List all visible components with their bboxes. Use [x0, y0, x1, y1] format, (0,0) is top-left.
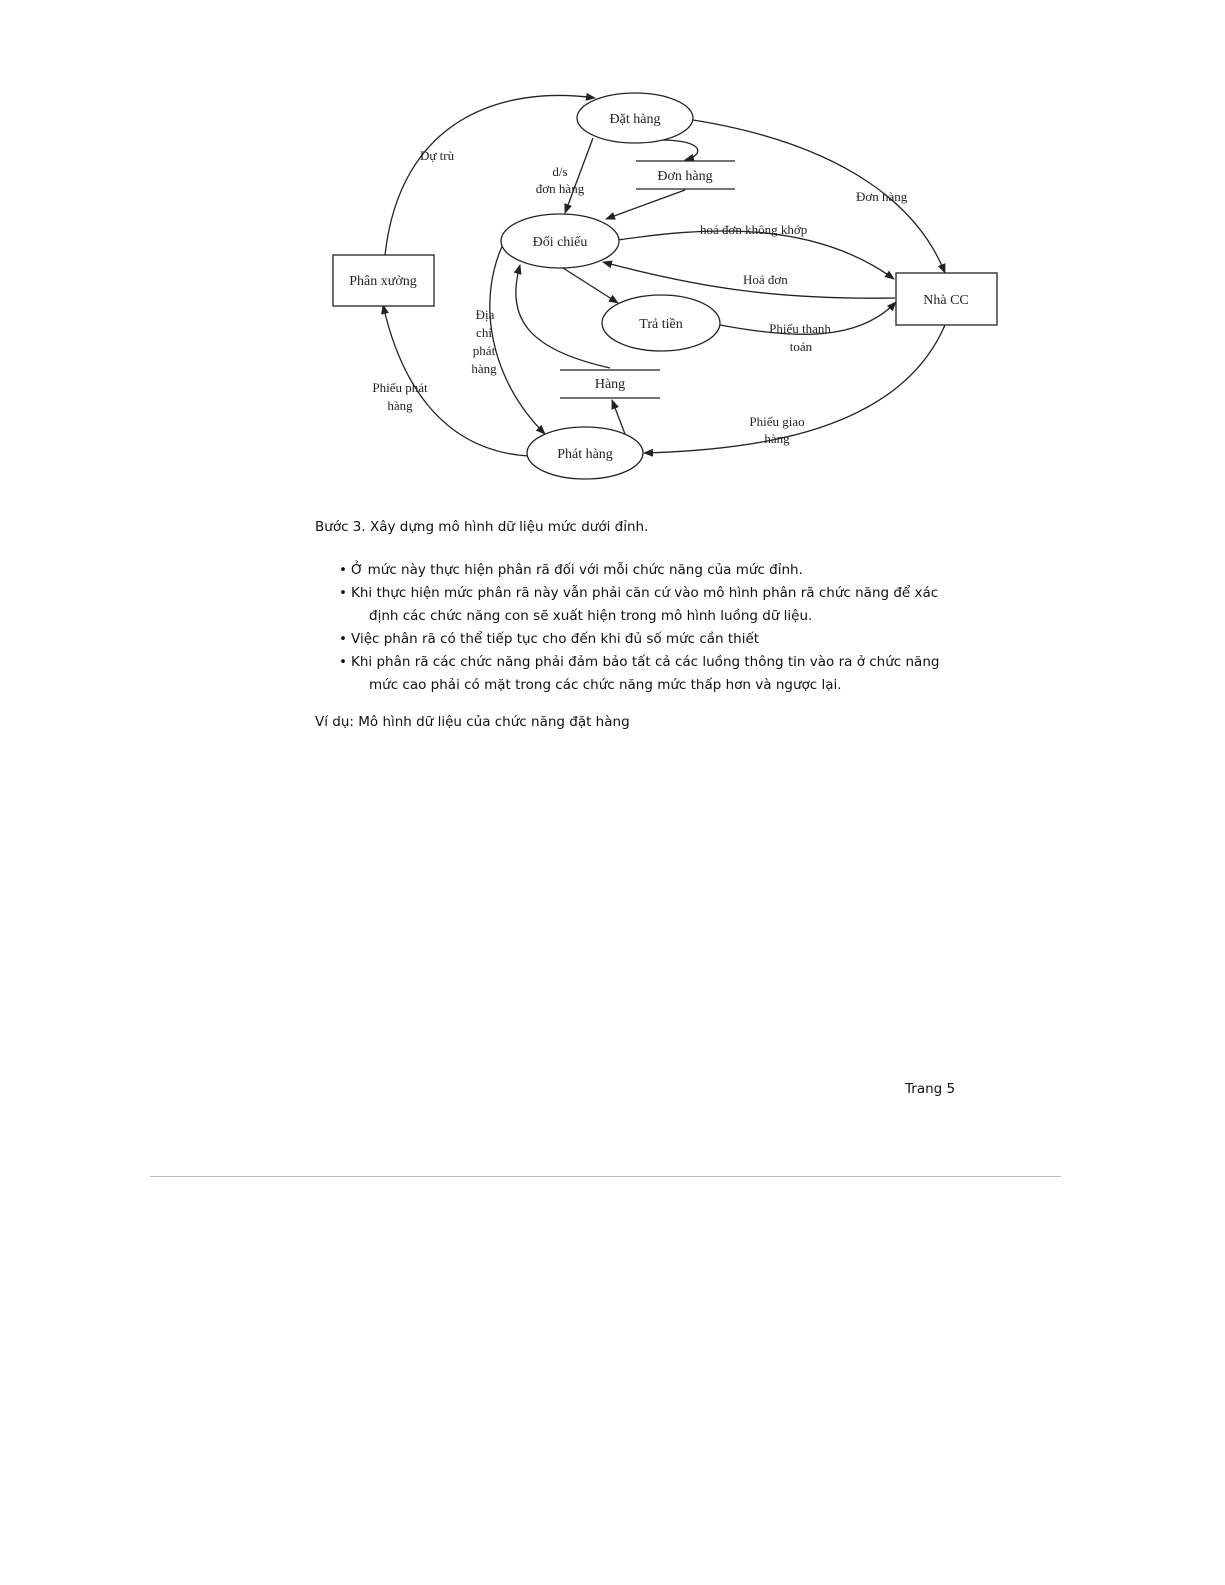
list-item	[339, 559, 955, 582]
label-phieu-thanh-1: Phiếu thanh	[769, 321, 831, 336]
label-doi-chieu: Đối chiếu	[532, 235, 588, 250]
flow-store-to-doi-chieu	[606, 190, 685, 219]
flow-phat-hang-to-hang	[612, 400, 625, 434]
label-dia: Địa	[475, 307, 495, 322]
example-caption: Ví dụ: Mô hình dữ liệu của chức năng đặt hàng	[315, 714, 630, 730]
list-item-text-cont: mức cao phải có mặt trong các chức năng mức thấp hơn và ngược lại.	[369, 677, 842, 693]
data-flow-diagram	[0, 0, 1225, 510]
page-number: Trang 5	[905, 1081, 956, 1097]
list-item-text: Khi phân rã các chức năng phải đảm bảo tất cả các luồng thông tin vào ra ở chức năng	[351, 654, 940, 670]
list-item	[339, 582, 955, 628]
label-hoa-don-khong-khop: hoá đơn không khớp	[700, 222, 808, 237]
label-phat: phát	[472, 343, 496, 358]
label-hang: hàng	[471, 361, 497, 376]
label-tra-tien: Trả tiền	[639, 317, 683, 332]
flow-doi-chieu-to-tra-tien	[563, 268, 618, 303]
flow-hang-to-doi-chieu	[516, 265, 610, 368]
label-nha-cc: Nhà CC	[923, 293, 969, 308]
label-ds-2: đơn hàng	[535, 181, 585, 196]
label-store-hang: Hàng	[594, 377, 626, 392]
label-phieu-giao-1: Phiếu giao	[749, 414, 805, 429]
list-item-text: Việc phân rã có thể tiếp tục cho đến khi đủ số mức cần thiết	[351, 631, 760, 647]
flow-dat-hang-to-store	[660, 140, 698, 160]
list-item-text: Khi thực hiện mức phân rã này vẫn phải căn cứ vào mô hình phân rã chức năng để xác	[351, 585, 939, 601]
label-chi: chỉ	[476, 325, 492, 340]
list-item	[339, 651, 955, 697]
label-dat-hang: Đặt hàng	[609, 112, 661, 127]
label-hoa-don: Hoá đơn	[743, 272, 788, 287]
list-item	[339, 628, 955, 651]
bullet-icon: •	[339, 562, 347, 578]
body-text	[315, 516, 955, 734]
label-phieu-phat-1: Phiếu phát	[372, 380, 428, 395]
label-ds-1: d/s	[552, 164, 568, 179]
list-item-text: Ở mức này thực hiện phân rã đối với mỗi chức năng của mức đỉnh.	[351, 562, 803, 578]
label-store-don-hang: Đơn hàng	[657, 169, 713, 184]
flow-ds-don-hang	[565, 138, 593, 213]
step-3-heading: Bước 3. Xây dựng mô hình dữ liệu mức dưới đỉnh.	[315, 519, 649, 535]
label-phieu-giao-2: hàng	[764, 431, 790, 446]
label-phieu-phat-2: hàng	[387, 398, 413, 413]
page-divider	[150, 1176, 1061, 1177]
label-phieu-thanh-2: toán	[789, 339, 813, 354]
bullet-icon: •	[339, 631, 347, 647]
label-du-tru: Dự trù	[420, 148, 455, 163]
bullet-icon: •	[339, 585, 347, 601]
label-phat-hang: Phát hàng	[557, 447, 613, 462]
label-don-hang-right: Đơn hàng	[856, 189, 908, 204]
bullet-icon: •	[339, 654, 347, 670]
bullet-list	[315, 559, 955, 697]
list-item-text-cont: định các chức năng con sẽ xuất hiện trong mô hình luồng dữ liệu.	[369, 608, 813, 624]
label-phan-xuong: Phân xưởng	[349, 274, 417, 289]
